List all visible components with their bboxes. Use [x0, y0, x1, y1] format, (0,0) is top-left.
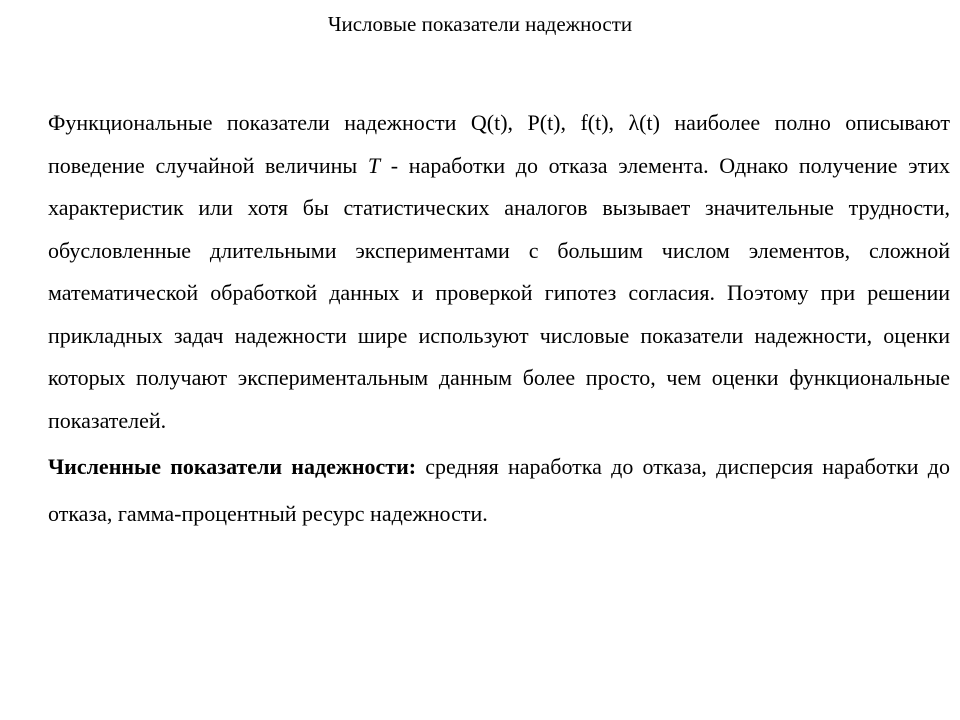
paragraph-functional-indicators	[48, 102, 950, 442]
slide-title: Числовые показатели надежности	[327, 12, 633, 36]
slide-body	[48, 102, 950, 537]
functional-text-run-1: Функциональные показатели надежности Q(t), P(t), f(t), λ(t) наиболее полно описывают поведение случайной величины	[48, 110, 950, 178]
paragraph-numerical-indicators	[48, 443, 950, 537]
numerical-indicators-list: средняя наработка до отказа, дисперсия наработки до отказа, гамма-процентный ресурс надежности.	[48, 454, 950, 526]
numerical-indicators-lead: Численные показатели надежности:	[48, 454, 417, 479]
random-variable-T-symbol: T	[367, 152, 381, 178]
functional-text-run-2: - наработки до отказа элемента. Однако получение этих характеристик или хотя бы статистических аналогов вызывает значительные трудности, обусловленные длительными экспериментами с большим числом элементов, сложной математической обработкой данных и проверкой гипотез согласия. Поэтому при решении прикладных задач надежности шире используют числовые показатели надежности, оценки которых получают экспериментальным данным более просто, чем оценки функциональные показателей.	[48, 152, 950, 433]
